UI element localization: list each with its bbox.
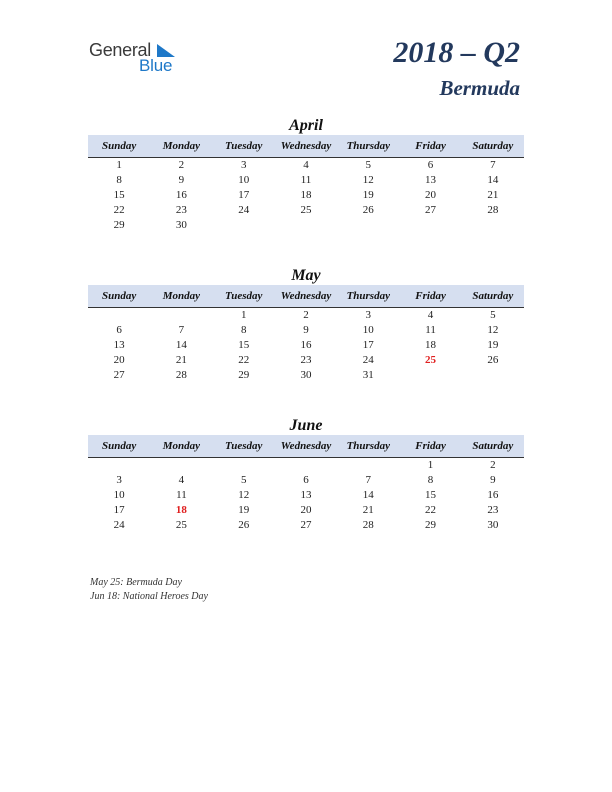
week-row	[88, 158, 524, 173]
day-cell: 2	[490, 459, 496, 471]
day-cell: 28	[487, 204, 499, 216]
day-cell: 24	[238, 204, 250, 216]
week-row	[88, 503, 524, 518]
day-cell: 10	[362, 324, 374, 336]
day-cell: 15	[113, 189, 125, 201]
day-cell: 9	[178, 174, 185, 186]
empty-day-cell	[399, 368, 461, 383]
weekday-label: Thursday	[346, 290, 390, 302]
day-cell: 29	[113, 219, 125, 231]
day-cell: 16	[300, 339, 312, 351]
day-cell: 21	[362, 504, 374, 516]
day-cell: 4	[427, 309, 434, 321]
day-cell: 1	[116, 159, 122, 171]
day-cell: 25	[300, 204, 312, 216]
day-cell: 14	[362, 489, 374, 501]
week-row	[88, 458, 524, 473]
country-name: Bermuda	[439, 76, 520, 100]
day-cell: 23	[487, 504, 499, 516]
day-cell: 20	[113, 354, 125, 366]
day-cell: 18	[300, 189, 312, 201]
weekday-label: Wednesday	[280, 290, 332, 302]
weekday-label: Friday	[415, 140, 446, 152]
week-row	[88, 518, 524, 533]
month-title: April	[289, 117, 323, 134]
empty-day-cell	[399, 218, 461, 233]
day-cell: 28	[175, 369, 187, 381]
weekday-label: Tuesday	[224, 140, 263, 152]
day-cell: 27	[300, 519, 312, 531]
day-cell: 19	[362, 189, 374, 201]
weekday-label: Monday	[162, 440, 201, 452]
day-cell: 14	[175, 339, 187, 351]
day-cell: 17	[238, 189, 250, 201]
day-cell: 21	[487, 189, 499, 201]
empty-day-cell	[213, 218, 275, 233]
day-cell: 16	[175, 189, 187, 201]
holiday-notes	[90, 576, 208, 603]
empty-day-cell	[462, 368, 524, 383]
day-cell: 11	[300, 174, 312, 186]
day-cell: 23	[300, 354, 312, 366]
holiday-note: May 25: Bermuda Day	[90, 577, 182, 588]
day-cell: 18	[425, 339, 437, 351]
weekday-label: Sunday	[102, 440, 137, 452]
weekday-header-row	[88, 135, 524, 158]
day-cell: 6	[116, 324, 122, 336]
day-cell: 8	[427, 474, 434, 486]
day-cell: 7	[178, 324, 185, 336]
day-cell: 8	[240, 324, 247, 336]
day-cell: 12	[238, 489, 250, 501]
weekday-label: Saturday	[472, 140, 514, 152]
day-cell: 26	[362, 204, 374, 216]
day-cell: 25	[175, 519, 187, 531]
weekday-label: Wednesday	[280, 140, 332, 152]
empty-day-cell	[213, 458, 275, 473]
weekday-label: Monday	[162, 140, 201, 152]
week-row	[88, 338, 524, 353]
day-cell: 19	[238, 504, 250, 516]
day-cell: 10	[113, 489, 125, 501]
empty-day-cell	[275, 218, 337, 233]
day-cell: 6	[427, 159, 434, 171]
day-cell: 26	[238, 519, 250, 531]
day-cell: 9	[303, 324, 309, 336]
day-cell: 1	[427, 459, 434, 471]
day-cell: 23	[175, 204, 187, 216]
weekday-label: Friday	[415, 290, 446, 302]
empty-day-cell	[150, 458, 212, 473]
day-cell: 30	[487, 519, 499, 531]
day-cell: 4	[303, 159, 309, 171]
quarter-title: 2018 – Q2	[393, 36, 520, 69]
day-cell: 22	[425, 504, 437, 516]
weekday-label: Saturday	[472, 290, 514, 302]
weekday-header-row	[88, 285, 524, 308]
empty-day-cell	[275, 458, 337, 473]
weekday-label: Sunday	[102, 290, 137, 302]
month-calendar-april	[88, 116, 524, 233]
day-cell: 28	[362, 519, 374, 531]
week-row	[88, 488, 524, 503]
empty-day-cell	[337, 458, 399, 473]
day-cell: 22	[113, 204, 125, 216]
week-row	[88, 353, 524, 368]
week-row	[88, 473, 524, 488]
day-cell: 10	[238, 174, 250, 186]
weekday-label: Tuesday	[224, 290, 263, 302]
day-cell: 26	[487, 354, 499, 366]
week-row	[88, 308, 524, 323]
day-cell: 17	[362, 339, 374, 351]
day-cell: 9	[490, 474, 496, 486]
day-cell: 24	[113, 519, 125, 531]
holiday-day-cell: 25	[425, 354, 437, 366]
day-cell: 15	[238, 339, 250, 351]
empty-day-cell	[337, 218, 399, 233]
day-cell: 2	[178, 159, 185, 171]
day-cell: 13	[425, 174, 437, 186]
day-cell: 11	[425, 324, 436, 336]
day-cell: 24	[362, 354, 374, 366]
month-title: June	[289, 417, 323, 434]
day-cell: 5	[490, 309, 496, 321]
day-cell: 14	[487, 174, 499, 186]
week-row	[88, 368, 524, 383]
weekday-label: Saturday	[472, 440, 514, 452]
day-cell: 29	[425, 519, 437, 531]
weekday-label: Friday	[415, 440, 446, 452]
day-cell: 5	[365, 159, 372, 171]
holiday-note: Jun 18: National Heroes Day	[90, 590, 208, 602]
day-cell: 5	[240, 474, 247, 486]
empty-day-cell	[88, 458, 150, 473]
day-cell: 13	[300, 489, 312, 501]
day-cell: 30	[175, 219, 187, 231]
day-cell: 22	[238, 354, 250, 366]
week-row	[88, 203, 524, 218]
day-cell: 27	[425, 204, 437, 216]
month-calendar-june	[88, 416, 524, 533]
weekday-label: Monday	[162, 290, 201, 302]
month-calendar-may	[88, 266, 524, 383]
day-cell: 13	[113, 339, 125, 351]
day-cell: 21	[175, 354, 187, 366]
day-cell: 7	[365, 474, 372, 486]
weekday-label: Wednesday	[280, 440, 332, 452]
day-cell: 3	[365, 309, 372, 321]
day-cell: 12	[487, 324, 499, 336]
day-cell: 8	[116, 174, 122, 186]
weekday-label: Tuesday	[224, 440, 263, 452]
week-row	[88, 323, 524, 338]
day-cell: 20	[425, 189, 437, 201]
month-title: May	[291, 267, 321, 284]
empty-day-cell	[150, 308, 212, 323]
week-row	[88, 218, 524, 233]
week-row	[88, 173, 524, 188]
day-cell: 3	[116, 474, 122, 486]
day-cell: 31	[362, 369, 374, 381]
weekday-label: Sunday	[102, 140, 137, 152]
day-cell: 17	[113, 504, 125, 516]
day-cell: 29	[238, 369, 250, 381]
day-cell: 6	[303, 474, 309, 486]
day-cell: 3	[240, 159, 247, 171]
day-cell: 27	[113, 369, 125, 381]
day-cell: 11	[176, 489, 187, 501]
weekday-header-row	[88, 435, 524, 458]
logo-word-blue: Blue	[139, 56, 173, 75]
logo-word-general: General	[89, 40, 151, 60]
day-cell: 20	[300, 504, 312, 516]
day-cell: 19	[487, 339, 499, 351]
week-row	[88, 188, 524, 203]
day-cell: 7	[490, 159, 496, 171]
day-cell: 4	[178, 474, 185, 486]
day-cell: 30	[300, 369, 312, 381]
generalblue-logo	[89, 40, 189, 76]
weekday-label: Thursday	[346, 440, 390, 452]
day-cell: 12	[362, 174, 374, 186]
day-cell: 15	[425, 489, 437, 501]
day-cell: 16	[487, 489, 499, 501]
holiday-day-cell: 18	[175, 504, 187, 516]
day-cell: 1	[240, 309, 247, 321]
empty-day-cell	[88, 308, 150, 323]
weekday-label: Thursday	[346, 140, 390, 152]
day-cell: 2	[303, 309, 309, 321]
empty-day-cell	[462, 218, 524, 233]
